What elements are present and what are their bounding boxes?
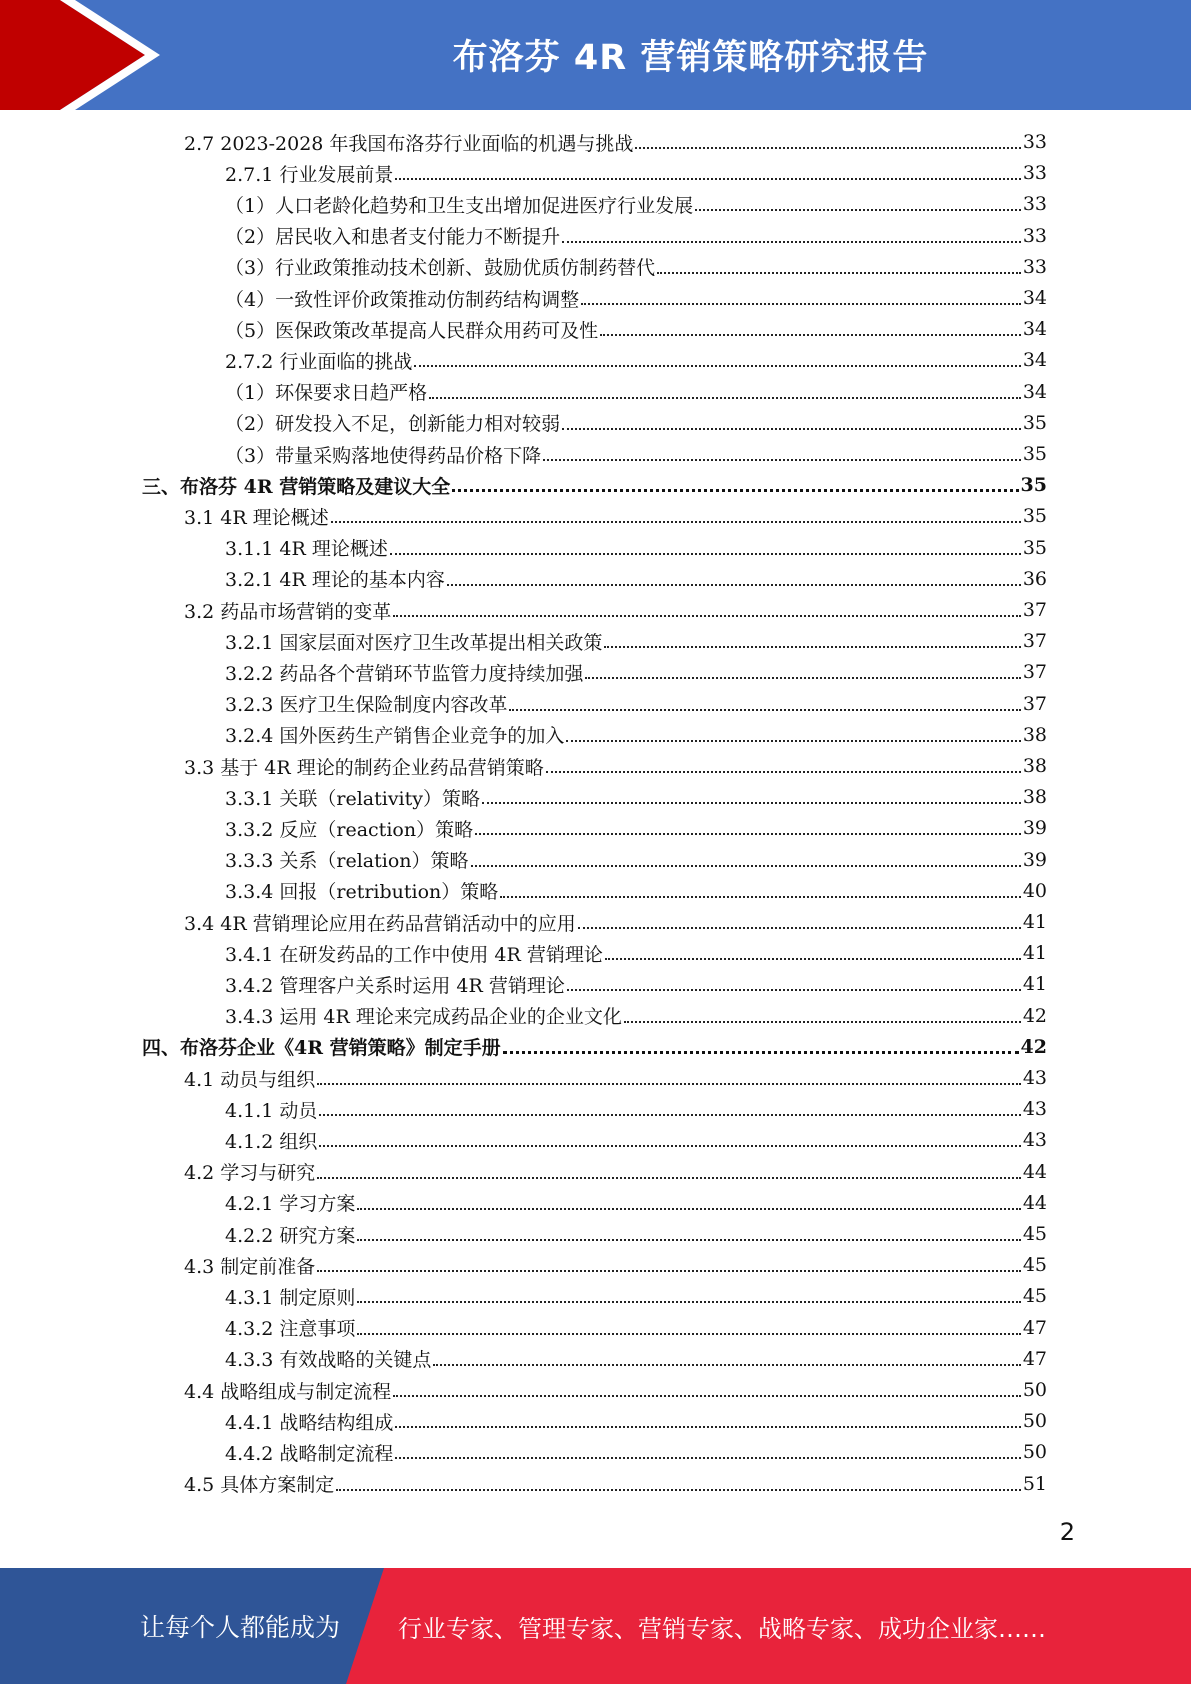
toc-entry-label: 4.2.2 研究方案 — [225, 1224, 356, 1247]
toc-entry-label: （2）居民收入和患者支付能力不断提升 — [225, 226, 561, 249]
toc-entry-page: 44 — [1022, 1160, 1047, 1183]
toc-dot-leader — [357, 1300, 1020, 1303]
toc-entry-page: 37 — [1022, 630, 1047, 653]
toc-entry-page: 43 — [1022, 1129, 1047, 1152]
toc-entry-page: 39 — [1022, 817, 1047, 840]
toc-entry-label: 4.2 学习与研究 — [184, 1162, 316, 1185]
toc-entry-page: 34 — [1022, 287, 1047, 309]
toc-entry-label: 4.4.1 战略结构组成 — [225, 1411, 394, 1434]
toc-dot-leader — [566, 739, 1020, 742]
toc-dot-leader — [624, 1020, 1021, 1023]
toc-dot-leader — [600, 333, 1021, 336]
toc-entry-page: 44 — [1022, 1191, 1047, 1214]
toc-dot-leader — [414, 364, 1020, 367]
toc-entry-label: （1）人口老龄化趋势和卫生支出增加促进医疗行业发展 — [225, 194, 694, 217]
toc-entry[interactable] — [184, 751, 1047, 781]
toc-entry-label: 2.7 2023-2028 年我国布洛芬行业面临的机遇与挑战 — [184, 132, 634, 155]
toc-entry[interactable] — [184, 1250, 1047, 1280]
toc-entry[interactable] — [225, 283, 1047, 313]
toc-entry-page: 34 — [1022, 318, 1047, 341]
toc-entry-page: 43 — [1022, 1098, 1047, 1121]
toc-entry-page: 35 — [1022, 536, 1047, 559]
toc-dot-leader — [562, 240, 1021, 243]
toc-entry-label: 3.2.1 4R 理论的基本内容 — [225, 569, 445, 592]
footer-banner — [0, 1568, 1191, 1684]
toc-entry[interactable] — [184, 907, 1047, 937]
toc-dot-leader — [581, 302, 1021, 305]
toc-entry-label: 4.4 战略组成与制定流程 — [184, 1380, 392, 1403]
toc-entry-page: 33 — [1022, 255, 1047, 278]
toc-entry[interactable] — [225, 1344, 1047, 1374]
toc-entry-label: 3.3 基于 4R 理论的制药企业药品营销策略 — [184, 756, 544, 779]
toc-entry[interactable] — [225, 969, 1047, 999]
toc-dot-leader — [509, 708, 1020, 711]
toc-dot-leader — [695, 208, 1021, 211]
footer-slogan-left: 让每个人都能成为 — [140, 1613, 341, 1642]
toc-entry-label: 4.1 动员与组织 — [184, 1068, 316, 1091]
toc-entry-page: 37 — [1022, 692, 1047, 715]
toc-entry[interactable] — [225, 252, 1047, 282]
toc-entry-label: 4.3.3 有效战略的关键点 — [225, 1349, 432, 1372]
toc-entry-label: （3）行业政策推动技术创新、鼓励优质仿制药替代 — [225, 257, 656, 280]
toc-entry-page: 38 — [1022, 786, 1047, 809]
toc-entry[interactable] — [184, 595, 1047, 625]
toc-dot-leader — [395, 177, 1020, 180]
toc-dot-leader — [357, 1207, 1020, 1210]
toc-dot-leader — [447, 583, 1021, 586]
toc-entry-label: 3.3.2 反应（reaction）策略 — [225, 818, 474, 841]
toc-entry[interactable] — [225, 1219, 1047, 1249]
toc-entry[interactable] — [225, 1094, 1047, 1124]
toc-entry[interactable] — [225, 345, 1047, 375]
toc-entry-page: 41 — [1022, 942, 1047, 965]
toc-dot-leader — [393, 614, 1021, 617]
toc-entry-page: 42 — [1020, 1035, 1047, 1058]
toc-dot-leader — [562, 427, 1021, 430]
toc-entry[interactable] — [225, 533, 1047, 563]
toc-entry-label: 3.4 4R 营销理论应用在药品营销活动中的应用 — [184, 912, 576, 935]
toc-entry[interactable] — [225, 158, 1047, 188]
toc-dot-leader — [390, 552, 1021, 555]
toc-dot-leader — [482, 801, 1021, 804]
toc-dot-leader — [395, 1425, 1020, 1428]
toc-dot-leader — [429, 396, 1021, 399]
toc-entry[interactable] — [184, 1157, 1047, 1187]
toc-dot-leader — [567, 988, 1021, 991]
toc-dot-leader — [336, 1488, 1021, 1491]
toc-dot-leader — [317, 1082, 1021, 1085]
toc-entry[interactable] — [225, 1188, 1047, 1218]
toc-entry[interactable] — [225, 720, 1047, 750]
toc-entry-page: 43 — [1022, 1067, 1047, 1089]
toc-entry-page: 45 — [1022, 1285, 1047, 1308]
toc-entry-page: 35 — [1022, 411, 1047, 434]
toc-entry-page: 35 — [1022, 505, 1047, 528]
toc-entry-page: 50 — [1022, 1441, 1047, 1464]
toc-entry-label: 3.3.4 回报（retribution）策略 — [225, 881, 499, 904]
toc-entry-page: 41 — [1022, 973, 1047, 996]
toc-entry[interactable] — [225, 782, 1047, 812]
toc-entry[interactable] — [225, 1313, 1047, 1343]
toc-entry-page: 33 — [1022, 131, 1047, 153]
toc-dot-leader — [543, 458, 1021, 461]
toc-dot-leader — [578, 926, 1021, 929]
toc-entry-label: 3.2.1 国家层面对医疗卫生改革提出相关政策 — [225, 631, 603, 654]
toc-entry[interactable] — [184, 1469, 1047, 1499]
toc-entry[interactable] — [225, 314, 1047, 344]
toc-entry-label: 3.2.3 医疗卫生保险制度内容改革 — [225, 694, 508, 717]
toc-entry-label: （4）一致性评价政策推动仿制药结构调整 — [225, 288, 580, 311]
toc-dot-leader — [500, 895, 1021, 898]
toc-entry-label: 3.4.3 运用 4R 理论来完成药品企业的企业文化 — [225, 1006, 622, 1029]
toc-entry[interactable] — [225, 1125, 1047, 1155]
toc-entry-label: 三、布洛芬 4R 营销策略及建议大全 — [142, 475, 451, 498]
toc-entry-label: 4.3.2 注意事项 — [225, 1318, 356, 1341]
toc-entry[interactable] — [225, 876, 1047, 906]
toc-entry-page: 45 — [1022, 1254, 1047, 1277]
toc-entry-label: 4.3 制定前准备 — [184, 1255, 316, 1278]
toc-entry-label: 3.1 4R 理论概述 — [184, 506, 329, 529]
toc-entry[interactable] — [225, 938, 1047, 968]
toc-entry-page: 47 — [1022, 1316, 1047, 1339]
toc-dot-leader — [585, 676, 1020, 679]
toc-entry[interactable] — [225, 1406, 1047, 1436]
toc-entry-label: 2.7.1 行业发展前景 — [225, 163, 394, 186]
toc-entry[interactable] — [225, 657, 1047, 687]
toc-entry-label: 4.1.1 动员 — [225, 1099, 318, 1122]
toc-dot-leader — [452, 488, 1018, 492]
toc-entry[interactable] — [184, 1063, 1047, 1093]
toc-entry-page: 37 — [1022, 599, 1047, 621]
toc-entry-label: 2.7.2 行业面临的挑战 — [225, 350, 413, 373]
toc-entry[interactable] — [142, 470, 1047, 500]
toc-entry-page: 37 — [1022, 661, 1047, 684]
toc-entry-label: （3）带量采购落地使得药品价格下降 — [225, 444, 542, 467]
toc-dot-leader — [657, 271, 1021, 274]
toc-dot-leader — [317, 1269, 1021, 1272]
toc-entry-label: 3.2.4 国外医药生产销售企业竞争的加入 — [225, 725, 565, 748]
toc-entry-page: 50 — [1022, 1379, 1047, 1401]
toc-entry[interactable] — [184, 1375, 1047, 1405]
toc-entry-page: 34 — [1022, 349, 1047, 372]
toc-dot-leader — [395, 1456, 1020, 1459]
toc-entry[interactable] — [142, 1032, 1047, 1062]
toc-entry-label: 4.5 具体方案制定 — [184, 1474, 335, 1497]
toc-entry[interactable] — [225, 845, 1047, 875]
toc-entry-label: 3.3.1 关联（relativity）策略 — [225, 787, 481, 810]
toc-dot-leader — [331, 520, 1021, 523]
toc-entry-label: 3.2 药品市场营销的变革 — [184, 600, 392, 623]
toc-entry-label: 4.1.2 组织 — [225, 1130, 318, 1153]
toc-entry-page: 38 — [1022, 723, 1047, 746]
report-title: 布洛芬 4R 营销策略研究报告 — [452, 38, 929, 78]
toc-entry-label: （1）环保要求日趋严格 — [225, 382, 428, 405]
toc-dot-leader — [319, 1113, 1020, 1116]
toc-entry[interactable] — [225, 439, 1047, 469]
toc-dot-leader — [605, 957, 1021, 960]
toc-entry[interactable] — [225, 377, 1047, 407]
toc-entry-label: 3.3.3 关系（relation）策略 — [225, 850, 469, 873]
toc-entry-page: 41 — [1022, 911, 1047, 933]
toc-dot-leader — [635, 146, 1020, 149]
toc-entry-label: 3.4.1 在研发药品的工作中使用 4R 营销理论 — [225, 943, 603, 966]
toc-dot-leader — [471, 864, 1021, 867]
toc-entry[interactable] — [184, 127, 1047, 157]
page-number: 2 — [1059, 1518, 1075, 1546]
toc-entry-page: 33 — [1022, 162, 1047, 185]
toc-entry[interactable] — [225, 1281, 1047, 1311]
header-bar — [0, 0, 1191, 110]
toc-entry-label: （5）医保政策改革提高人民群众用药可及性 — [225, 319, 599, 342]
toc-entry[interactable] — [184, 501, 1047, 531]
toc-entry[interactable] — [225, 1437, 1047, 1467]
toc-entry-page: 33 — [1022, 193, 1047, 216]
toc-entry-label: 3.1.1 4R 理论概述 — [225, 538, 388, 561]
toc-dot-leader — [317, 1176, 1021, 1179]
toc-dot-leader — [433, 1363, 1020, 1366]
toc-entry[interactable] — [225, 221, 1047, 251]
toc-entry-label: 四、布洛芬企业《4R 营销策略》制定手册 — [142, 1037, 501, 1060]
toc-dot-leader — [546, 770, 1021, 773]
toc-entry-page: 38 — [1022, 755, 1047, 777]
toc-dot-leader — [357, 1238, 1020, 1241]
toc-entry[interactable] — [225, 408, 1047, 438]
toc-entry-page: 39 — [1022, 848, 1047, 871]
toc-entry-page: 45 — [1022, 1223, 1047, 1245]
toc-entry-page: 47 — [1022, 1347, 1047, 1370]
toc-entry-label: 4.3.1 制定原则 — [225, 1286, 356, 1309]
toc-entry-page: 42 — [1022, 1004, 1047, 1027]
toc-entry[interactable] — [225, 189, 1047, 219]
toc-entry-label: 4.4.2 战略制定流程 — [225, 1442, 394, 1465]
toc-entry[interactable] — [225, 1001, 1047, 1031]
toc-entry-page: 34 — [1022, 380, 1047, 403]
toc-dot-leader — [393, 1394, 1021, 1397]
toc-dot-leader — [357, 1332, 1020, 1335]
toc-entry-page: 35 — [1022, 443, 1047, 465]
toc-dot-leader — [604, 645, 1020, 648]
toc-entry-page: 33 — [1022, 224, 1047, 247]
toc-dot-leader — [475, 832, 1021, 835]
toc-dot-leader — [319, 1144, 1020, 1147]
toc-entry-label: 3.2.2 药品各个营销环节监管力度持续加强 — [225, 662, 584, 685]
toc-entry-page: 51 — [1022, 1472, 1047, 1495]
toc-entry[interactable] — [225, 813, 1047, 843]
toc-entry-page: 36 — [1022, 567, 1047, 590]
toc-entry-label: 4.2.1 学习方案 — [225, 1193, 356, 1216]
toc-entry[interactable] — [225, 564, 1047, 594]
toc-entry-page: 40 — [1022, 879, 1047, 902]
toc-entry[interactable] — [225, 689, 1047, 719]
footer-slogan-right: 行业专家、管理专家、营销专家、战略专家、成功企业家…… — [398, 1614, 1046, 1643]
toc-entry-label: 3.4.2 管理客户关系时运用 4R 营销理论 — [225, 974, 565, 997]
toc-dot-leader — [503, 1050, 1019, 1054]
toc-entry[interactable] — [225, 626, 1047, 656]
toc-entry-page: 50 — [1022, 1410, 1047, 1433]
toc-entry-page: 35 — [1020, 474, 1047, 497]
toc-entry-label: （2）研发投入不足，创新能力相对较弱 — [225, 413, 561, 436]
